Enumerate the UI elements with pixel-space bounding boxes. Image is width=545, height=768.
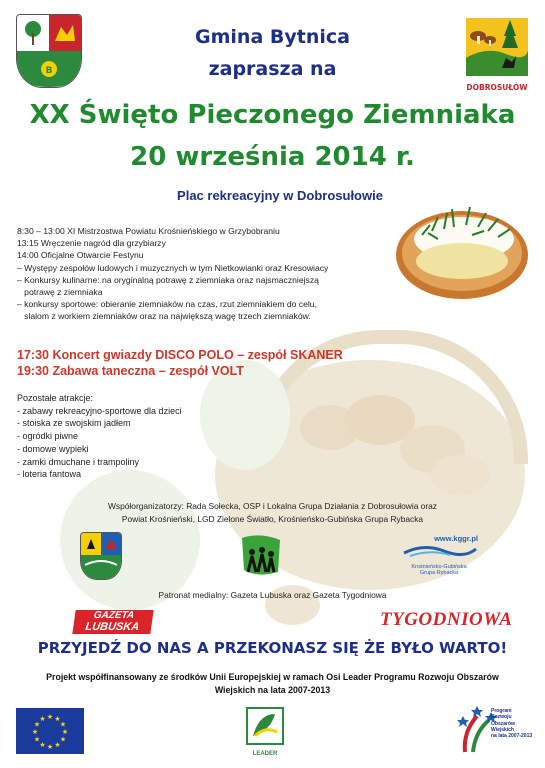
program-item: 13:15 Wręczenie nagród dla grzybiarzy (17, 238, 166, 249)
dobrosulow-caption: DOBROSUŁÓW (466, 83, 528, 92)
attraction-item: - zabawy rekreacyjno-sportowe dla dzieci (17, 405, 182, 416)
kggr-logo (400, 534, 478, 580)
funding-note (0, 671, 545, 697)
svg-text:B: B (45, 66, 53, 76)
program-item: – konkursy sportowe: obieranie ziemniaków na czas, rzut ziemniakiem do celu, (17, 299, 317, 310)
eu-star-icon: ★ (59, 721, 67, 729)
kggr-caption: Grupa Rybacka (419, 570, 459, 576)
program-item: 14:00 Oficjalne Otwarcie Festynu (17, 250, 144, 261)
program-item: – Występy zespołów ludowych i muzycznych w tym Nietkowianki oraz Kresowiacy (17, 262, 329, 273)
tygodniowa-logo: TYGODNIOWA (380, 609, 513, 630)
gazeta-line2: LUBUSKA (84, 621, 141, 633)
attraction-item: - domowe wypieki (17, 443, 89, 454)
attraction-item: - stoiska ze swojskim jadłem (17, 418, 131, 429)
kggr-url: www.kggr.pl (434, 534, 478, 543)
program-item: potrawę z ziemniaka (17, 287, 103, 298)
powiat-coat-of-arms (80, 532, 122, 580)
program-item: slalom z workiem ziemniaków oraz na największą wagę trzech ziemniaków. (17, 311, 311, 322)
eu-flag (16, 708, 84, 754)
eu-star-icon: ★ (54, 716, 61, 724)
kggr-caption: Krośnieńsko-Gubińska (411, 564, 467, 570)
invites-line: zaprasza na (208, 58, 337, 80)
attraction-item: - ogródki piwne (17, 431, 79, 442)
eu-star-icon: ★ (33, 721, 41, 729)
lgd-zielone-swiatlo-logo (238, 532, 284, 578)
leader-caption: LEADER (252, 751, 278, 757)
eu-star-icon: ★ (39, 741, 46, 749)
program-item: 8:30 – 13:00 XI Mistrzostwa Powiatu Krośnieńskiego w Grzybobraniu (17, 226, 280, 236)
eu-star-icon: ★ (61, 729, 69, 736)
funding-line: Projekt współfinansowany ze środków Unii Europejskiej w ramach Osi Leader Programu Rozwoju Obszarów (46, 672, 499, 682)
eu-star-icon: ★ (31, 729, 39, 736)
attractions (17, 392, 237, 481)
venue: Plac rekreacyjny w Dobrosułowie (177, 188, 383, 203)
attraction-item: - zamki dmuchane i trampoliny (17, 456, 140, 467)
leader-logo (245, 706, 285, 756)
funding-line: Wiejskich na lata 2007-2013 (214, 685, 331, 695)
prow-line: Rozwoju (491, 714, 512, 721)
slogan: PRZYJEDŹ DO NAS A PRZEKONASZ SIĘ ŻE BYŁO WARTO! (37, 639, 508, 657)
eu-star-icon: ★ (33, 736, 41, 744)
prow-line: na lata 2007-2013 (491, 733, 533, 740)
eu-star-icon: ★ (46, 714, 54, 721)
eu-star-icon: ★ (59, 736, 67, 744)
prow-line: Program (491, 708, 512, 714)
eu-star-icon: ★ (39, 716, 46, 724)
attraction-item: - loteria fantowa (17, 469, 82, 480)
highlight-dance: 19:30 Zabawa taneczna – zespół VOLT (17, 364, 244, 378)
coorganizers (0, 500, 545, 525)
eu-star-icon: ★ (54, 741, 61, 749)
prow-line: Wiejskich (491, 726, 515, 733)
highlight-concert: 17:30 Koncert gwiazdy DISCO POLO – zespół SKANER (17, 348, 343, 362)
eu-star-icon: ★ (46, 744, 54, 751)
gazeta-lubuska-logo (72, 610, 153, 634)
coorganizers-line: Współorganizatorzy: Rada Sołecka, OSP i Lokalna Grupa Działania z Dobrosułowia oraz (108, 501, 437, 511)
baked-potato (392, 195, 532, 305)
event-title: XX Święto Pieczonego Ziemniaka (29, 100, 516, 130)
event-date: 20 września 2014 r. (130, 142, 415, 172)
coorganizers-line: Powiat Krośnieński, LGD Zielone Światło, Krośnieńsko-Gubińska Grupa Rybacka (121, 513, 424, 524)
program-item: – Konkursy kulinarne: na oryginalną potrawę z ziemniaka oraz najsmaczniejszą (17, 274, 319, 285)
gazeta-line1: GAZETA (92, 610, 135, 621)
attractions-heading: Pozostałe atrakcje: (17, 393, 94, 403)
organizer-line: Gmina Bytnica (195, 26, 350, 48)
prow-line: Obszarów (491, 720, 515, 727)
prow-logo (455, 702, 540, 758)
program-list (17, 225, 407, 323)
media-patronage: Patronat medialny: Gazeta Lubuska oraz Gazeta Tygodniowa (158, 590, 387, 600)
